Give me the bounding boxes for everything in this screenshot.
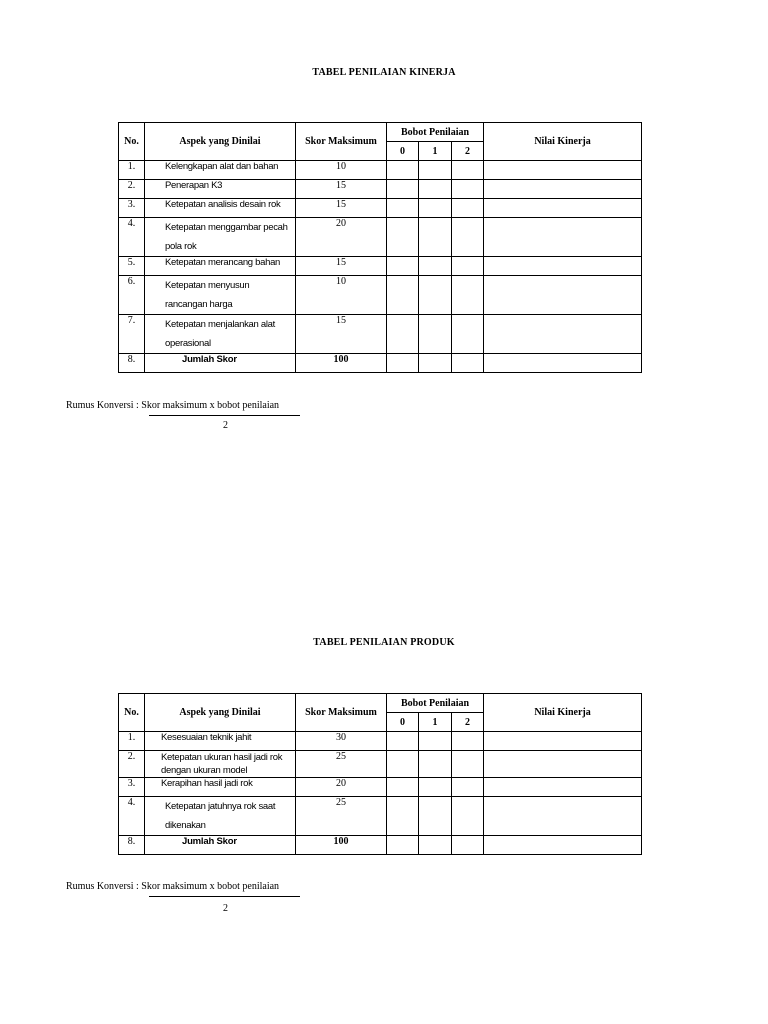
score-cell-0[interactable] — [387, 180, 419, 199]
row-no: 4. — [119, 797, 145, 836]
total-row — [119, 836, 642, 855]
nilai-cell[interactable] — [484, 161, 642, 180]
score-cell-1[interactable] — [419, 199, 452, 218]
row-aspek — [145, 315, 296, 354]
nilai-cell[interactable] — [484, 199, 642, 218]
total-skor: 100 — [296, 836, 387, 855]
aspek-line: Ketepatan ukuran hasil jadi rok — [161, 752, 283, 763]
produk-table — [118, 693, 642, 855]
kinerja-title: TABEL PENILAIAN KINERJA — [312, 67, 456, 78]
score-cell-0[interactable] — [387, 218, 419, 257]
aspek-line: dikenakan — [165, 820, 206, 831]
row-skor: 15 — [296, 199, 387, 218]
header-bobot-2: 2 — [452, 142, 484, 161]
row-aspek — [145, 199, 296, 218]
formula-numerator: Skor maksimum x bobot penilaian — [141, 400, 280, 411]
row-aspek — [145, 218, 296, 257]
score-cell-1[interactable] — [419, 778, 452, 797]
score-cell-2[interactable] — [452, 797, 484, 836]
aspek-line: Penerapan K3 — [165, 180, 223, 191]
nilai-cell[interactable] — [484, 180, 642, 199]
aspek-line: pola rok — [165, 241, 197, 252]
score-cell-2[interactable] — [452, 836, 484, 855]
nilai-cell[interactable] — [484, 778, 642, 797]
score-cell-1[interactable] — [419, 257, 452, 276]
row-aspek — [145, 161, 296, 180]
score-cell-0[interactable] — [387, 257, 419, 276]
aspek-line: Kesesuaian teknik jahit — [161, 732, 252, 743]
row-no: 4. — [119, 218, 145, 257]
formula-prefix: Rumus Konversi : — [66, 400, 142, 411]
score-cell-2[interactable] — [452, 161, 484, 180]
row-skor: 20 — [296, 778, 387, 797]
score-cell-1[interactable] — [419, 797, 452, 836]
header-bobot-0: 0 — [387, 142, 419, 161]
row-aspek — [145, 797, 296, 836]
score-cell-2[interactable] — [452, 732, 484, 751]
row-no: 3. — [119, 199, 145, 218]
score-cell-0[interactable] — [387, 315, 419, 354]
nilai-cell[interactable] — [484, 276, 642, 315]
score-cell-0[interactable] — [387, 199, 419, 218]
row-aspek — [145, 778, 296, 797]
score-cell-0[interactable] — [387, 732, 419, 751]
formula-denominator: 2 — [223, 420, 228, 431]
score-cell-2[interactable] — [452, 218, 484, 257]
nilai-cell[interactable] — [484, 354, 642, 373]
score-cell-0[interactable] — [387, 276, 419, 315]
fraction-line — [149, 896, 300, 897]
row-skor: 20 — [296, 218, 387, 257]
table-row — [119, 161, 642, 180]
row-aspek — [145, 751, 296, 778]
table-row — [119, 751, 642, 778]
row-skor: 25 — [296, 797, 387, 836]
row-no: 6. — [119, 276, 145, 315]
score-cell-2[interactable] — [452, 315, 484, 354]
header-no: No. — [119, 123, 145, 161]
score-cell-2[interactable] — [452, 199, 484, 218]
score-cell-1[interactable] — [419, 836, 452, 855]
nilai-cell[interactable] — [484, 732, 642, 751]
formula-prefix: Rumus Konversi : — [66, 881, 142, 892]
score-cell-1[interactable] — [419, 315, 452, 354]
score-cell-1[interactable] — [419, 180, 452, 199]
score-cell-2[interactable] — [452, 180, 484, 199]
formula-denominator: 2 — [223, 903, 228, 914]
aspek-line: Ketepatan analisis desain rok — [165, 199, 281, 210]
table-row — [119, 180, 642, 199]
total-no: 8. — [119, 836, 145, 855]
header-bobot-1: 1 — [419, 142, 452, 161]
aspek-line: Ketepatan menggambar pecah — [165, 222, 288, 233]
row-skor: 10 — [296, 161, 387, 180]
kinerja-formula — [66, 400, 326, 440]
header-bobot-0: 0 — [387, 713, 419, 732]
score-cell-2[interactable] — [452, 276, 484, 315]
total-label: Jumlah Skor — [145, 354, 296, 373]
row-no: 5. — [119, 257, 145, 276]
aspek-line: rancangan harga — [165, 299, 233, 310]
score-cell-1[interactable] — [419, 354, 452, 373]
score-cell-0[interactable] — [387, 161, 419, 180]
aspek-line: operasional — [165, 338, 211, 349]
header-no: No. — [119, 694, 145, 732]
nilai-cell[interactable] — [484, 836, 642, 855]
header-skor: Skor Maksimum — [296, 123, 387, 161]
row-skor: 15 — [296, 257, 387, 276]
score-cell-2[interactable] — [452, 257, 484, 276]
aspek-line: Ketepatan menyusun — [165, 280, 250, 291]
nilai-cell[interactable] — [484, 315, 642, 354]
row-aspek — [145, 732, 296, 751]
header-bobot-1: 1 — [419, 713, 452, 732]
nilai-cell[interactable] — [484, 257, 642, 276]
row-skor: 10 — [296, 276, 387, 315]
row-aspek — [145, 180, 296, 199]
produk-formula — [66, 881, 326, 921]
table-row — [119, 778, 642, 797]
header-bobot: Bobot Penilaian — [387, 123, 484, 142]
nilai-cell[interactable] — [484, 751, 642, 778]
row-aspek — [145, 276, 296, 315]
header-aspek: Aspek yang Dinilai — [145, 123, 296, 161]
aspek-line: Ketepatan merancang bahan — [165, 257, 281, 268]
score-cell-1[interactable] — [419, 732, 452, 751]
produk-title: TABEL PENILAIAN PRODUK — [313, 637, 455, 648]
table-row — [119, 315, 642, 354]
row-skor: 25 — [296, 751, 387, 778]
score-cell-1[interactable] — [419, 218, 452, 257]
row-skor: 15 — [296, 315, 387, 354]
score-cell-2[interactable] — [452, 751, 484, 778]
score-cell-0[interactable] — [387, 797, 419, 836]
score-cell-0[interactable] — [387, 836, 419, 855]
header-nilai: Nilai Kinerja — [484, 123, 642, 161]
score-cell-1[interactable] — [419, 161, 452, 180]
score-cell-1[interactable] — [419, 276, 452, 315]
row-no: 2. — [119, 180, 145, 199]
header-skor: Skor Maksimum — [296, 694, 387, 732]
row-no: 1. — [119, 161, 145, 180]
table-row — [119, 732, 642, 751]
row-no: 7. — [119, 315, 145, 354]
row-skor: 30 — [296, 732, 387, 751]
aspek-line: Kelengkapan alat dan bahan — [165, 161, 279, 172]
aspek-line: Ketepatan jatuhnya rok saat — [165, 801, 276, 812]
table-row — [119, 218, 642, 257]
table-row — [119, 257, 642, 276]
formula-numerator: Skor maksimum x bobot penilaian — [141, 881, 280, 892]
row-aspek — [145, 257, 296, 276]
score-cell-0[interactable] — [387, 354, 419, 373]
row-no: 1. — [119, 732, 145, 751]
row-no: 3. — [119, 778, 145, 797]
header-nilai: Nilai Kinerja — [484, 694, 642, 732]
header-bobot-2: 2 — [452, 713, 484, 732]
aspek-line: dengan ukuran model — [161, 765, 248, 776]
header-bobot: Bobot Penilaian — [387, 694, 484, 713]
score-cell-2[interactable] — [452, 778, 484, 797]
aspek-line: Ketepatan menjalankan alat — [165, 319, 275, 330]
nilai-cell[interactable] — [484, 797, 642, 836]
nilai-cell[interactable] — [484, 218, 642, 257]
fraction-line — [149, 415, 300, 416]
row-skor: 15 — [296, 180, 387, 199]
kinerja-table — [118, 122, 642, 373]
total-no: 8. — [119, 354, 145, 373]
aspek-line: Kerapihan hasil jadi rok — [161, 778, 253, 789]
score-cell-0[interactable] — [387, 751, 419, 778]
table-row — [119, 276, 642, 315]
row-no: 2. — [119, 751, 145, 778]
total-label: Jumlah Skor — [145, 836, 296, 855]
total-skor: 100 — [296, 354, 387, 373]
table-row — [119, 199, 642, 218]
table-row — [119, 797, 642, 836]
score-cell-1[interactable] — [419, 751, 452, 778]
score-cell-2[interactable] — [452, 354, 484, 373]
total-row — [119, 354, 642, 373]
score-cell-0[interactable] — [387, 778, 419, 797]
header-aspek: Aspek yang Dinilai — [145, 694, 296, 732]
